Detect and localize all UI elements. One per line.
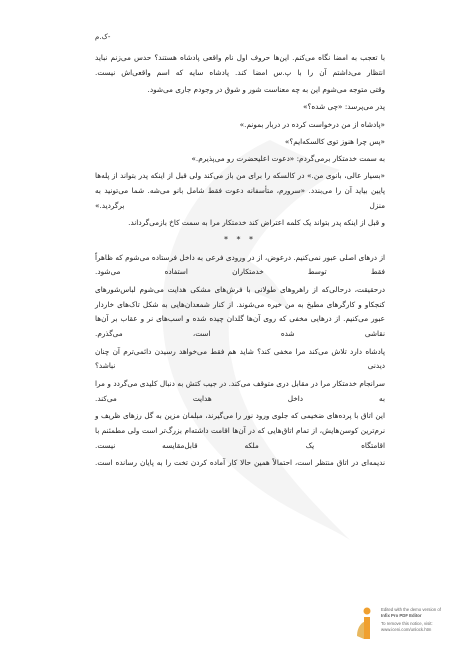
body-text [95, 51, 385, 473]
paragraph: درحقیقت، درحالی‌که از راهروهای طولانی با فرش‌های مشکی هدایت می‌شوم لباس‌شورهای کنجکاو و کارگرهای مطبخ به من خیره می‌شوند. از کنار شمعدان‌هایی به شکل تاک‌های خاردار عبور می‌کنیم. از درهایی مخفی که روی آن‌ها گلدان چیده شده و اسب‌های نر و عقاب بر آن‌ها نقاشی شده است، می‌گذرم. [95, 284, 385, 339]
paragraph: سرانجام خدمتکار مرا در مقابل دری متوقف می‌کند. در جیب کتش به دنبال کلیدی می‌گردد و مرا به داخل هدایت می‌کند. [95, 378, 385, 403]
paragraph: و قبل از اینکه پدر بتواند یک کلمه اعتراض کند خدمتکار مرا به سمت کاخ بازمی‌گرداند. [128, 218, 385, 228]
paragraph: این اتاق با پرده‌های ضخیمی که جلوی ورود نور را می‌گیرند، مبلمان مزین به گل رزهای ظریف و نرم‌ترین کوسن‌هایش، از تمام اتاق‌هایی که در آن‌ها اقامت داشته‌ام بزرگ‌تر است ولی مطمئنم با اقامتگاه یک ملکه قابل‌مقایسه نیست. [95, 410, 385, 450]
paragraph: پادشاه دارد تلاش می‌کند مرا مخفی کند؟ شاید هم فقط می‌خواهد رسیدن دائمی‌ترم آن چنان دیدنی نباشد؟ [95, 346, 385, 371]
promo-link[interactable]: www.iceni.com/unlock.htm [381, 626, 432, 632]
paragraph: از درهای اصلی عبور نمی‌کنیم. درعوض، از در ورودی فرعی به داخل فرستاده می‌شوم که ظاهراً فقط توسط خدمتکاران استفاده می‌شود. [95, 252, 385, 277]
paragraph: با تعجب به امضا نگاه می‌کنم. این‌ها حروف اول نام واقعی پادشاه هستند؟ حدس می‌زنم نباید انتظار می‌داشتم آن را با پ.س امضا کند. پادشاه سایه که اسم واقعی‌اش نیست. [95, 53, 385, 77]
infix-logo-icon [355, 606, 377, 642]
page-header: -ک.م [95, 33, 111, 41]
paragraph: «پس چرا هنوز توی کالسکه‌ایم؟» [284, 136, 385, 146]
promo-product-name: Infix Pro PDF Editor [381, 612, 422, 618]
paragraph: ندیمه‌ای در اتاق منتظر است، احتمالاً همین حالا کار آماده کردن تخت را به پایان رسانده است. [95, 457, 385, 467]
promo-text [381, 607, 465, 632]
promo-line: To remove this notice, visit: [381, 621, 433, 626]
paragraph: «بسیار عالی، بانوی من.» در کالسکه را برای من باز می‌کند ولی قبل از اینکه پدر بتواند از پله‌ها پایین بیاید آن را می‌بندد. «سرورم، متأسفانه دعوت فقط شامل بانو می‌شه. شما می‌تونید به منزل برگردید.» [95, 171, 385, 210]
paragraph: به سمت خدمتکار برمی‌گردم: «دعوت اعلیحضرت رو می‌پذیرم.» [191, 153, 385, 163]
paragraph: «پادشاه از من درخواست کرده در دربار بمونم.» [239, 119, 385, 129]
promo-line: Edited with the demo version of [381, 607, 441, 612]
editor-promo-notice[interactable] [355, 606, 465, 644]
section-separator: * * * [223, 235, 257, 245]
paragraph: وقتی متوجه می‌شوم این به چه معناست شور و شوق در وجودم جاری می‌شود. [147, 85, 385, 95]
paragraph: پدر می‌پرسد: «چی شده؟» [303, 102, 385, 112]
